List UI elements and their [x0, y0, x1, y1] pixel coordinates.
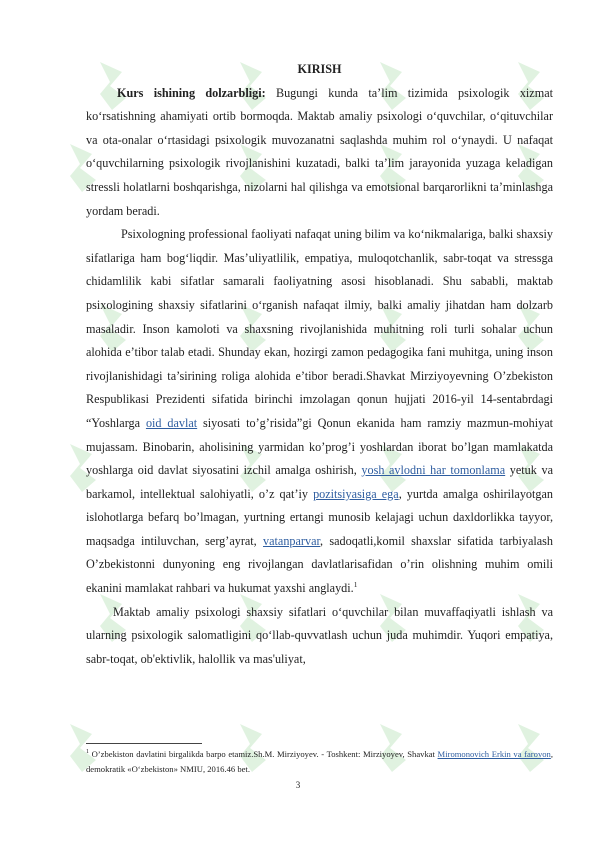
paragraph-text: , yurtda amalga oshirilayotgan islohotlarga befarq bo’lmagan, yurtning ertangi munosib kelajagi uchun daxldorlikka tayyor, maqsadga intiluvchan, serg’ayrat,: [86, 486, 553, 548]
page-number: 3: [295, 780, 301, 790]
paragraph-text: Psixologning professional faoliyati nafaqat uning bilim va ko‘nikmalariga, balki shaxsiy sifatlariga ham bog‘liqdir. Mas’uliyatlilik, empatiya, muloqotchanlik, sabr-toqat va stressga chidamlilik kabi sifatlar samarali faoliyatning asosi hisoblanadi. Shu sababli, maktab psixologining shaxsiy sifatlarini o‘rganish nafaqat ilmiy, balki amaliy jihatdan ham dolzarb masaladir. Inson kamoloti va shaxsning rivojlanishida muhitning roli turli sohalar uchun alohida e’tibor talab etadi. Shunday ekan, hozirgi zamon pedagogika fani muhitga, uning inson rivojlanishidagi ta’sirining roliga alohida e’tibor beradi.Shavkat Mirziyoyevning O’zbekiston Respublikasi Prezidenti sifatida birinchi imzolagan qonun hujjati 2016-yil 14-sentabrdagi “Yoshlarga: [86, 227, 553, 430]
paragraph-text: yetuk va barkamol, intellektual salohiyatli, o’z qat’iy: [86, 463, 553, 501]
paragraph-text: Bugungi kunda ta’lim tizimida psixologik xizmat ko‘rsatishning ahamiyati ortib bormoqda. Maktab amaliy psixologi o‘quvchilar, o‘qituvchilar va ota-onalar o‘rtasidagi psixologik muvozanatni saqlashda muhim rol o‘ynaydi. U nafaqat o‘quvchilarning psixologik rivojlanishini kuzatadi, balki ta’lim jarayonida yuzaga keladigan stressli holatlarni boshqarishga, nizolarni hal qilishga va emotsional barqarorlikni ta’minlashga yordam beradi.: [86, 85, 553, 218]
link-vatanparvar[interactable]: vatanparvar: [263, 533, 321, 548]
footnote-text: O’zbekiston davlatini birgalikda barpo etamiz.Sh.M. Mirziyoyev. - Toshkent: Mirziyoyev, Shavkat: [89, 749, 438, 759]
link-oid-davlat[interactable]: oid davlat: [145, 415, 198, 430]
paragraph-qualities: Maktab amaliy psixologi shaxsiy sifatlari o‘quvchilar bilan muvaffaqiyatli ishlash va ularning psixologik salomatligini qo‘llab-quvvatlash uchun juda muhimdir. Yuqori empatiya, sabr-toqat, ob'ektivlik, halollik va mas'uliyat,: [86, 604, 553, 666]
footnote-number: 1: [86, 749, 89, 756]
page-title: KIRISH: [297, 62, 342, 76]
paragraph-text: , sadoqatli,komil shaxslar sifatida tarbiyalash O’zbekistonni dunyoning eng rivojlangan davlatlarisafidan o’rin olishning muhim omili ekanini mamlakat rahbari va hukumat yaxshi anglaydi.: [86, 533, 553, 596]
paragraph-lead: Kurs ishining dolzarbligi:: [117, 85, 266, 100]
paragraph-professional: [86, 223, 553, 601]
footnote-reference[interactable]: 1: [353, 580, 358, 589]
footnote-text: , demokratik «O‘zbekiston» NMIU, 2016.46 bet.: [86, 749, 553, 774]
footnote-link[interactable]: Miromonovich Erkin va farovon: [437, 749, 551, 759]
footnote-divider: [86, 743, 202, 744]
footnote: [86, 747, 553, 777]
paragraph-relevance: [86, 82, 553, 224]
document-body: [86, 58, 553, 671]
paragraph-text: siyosati to’g’risida”gi Qonun ekanida ham ramziy mazmun-mohiyat mujassam. Binobarin, aholisining yarmidan ko’prog’i yoshlardan iborat bo’lgan mamlakatda yoshlarga oid davlat siyosatini izchil amalga oshirish,: [86, 415, 554, 478]
link-yosh-avlodni[interactable]: yosh avlodni har tomonlama: [361, 463, 506, 478]
link-pozitsiyasiga[interactable]: pozitsiyasiga ega: [313, 486, 399, 501]
